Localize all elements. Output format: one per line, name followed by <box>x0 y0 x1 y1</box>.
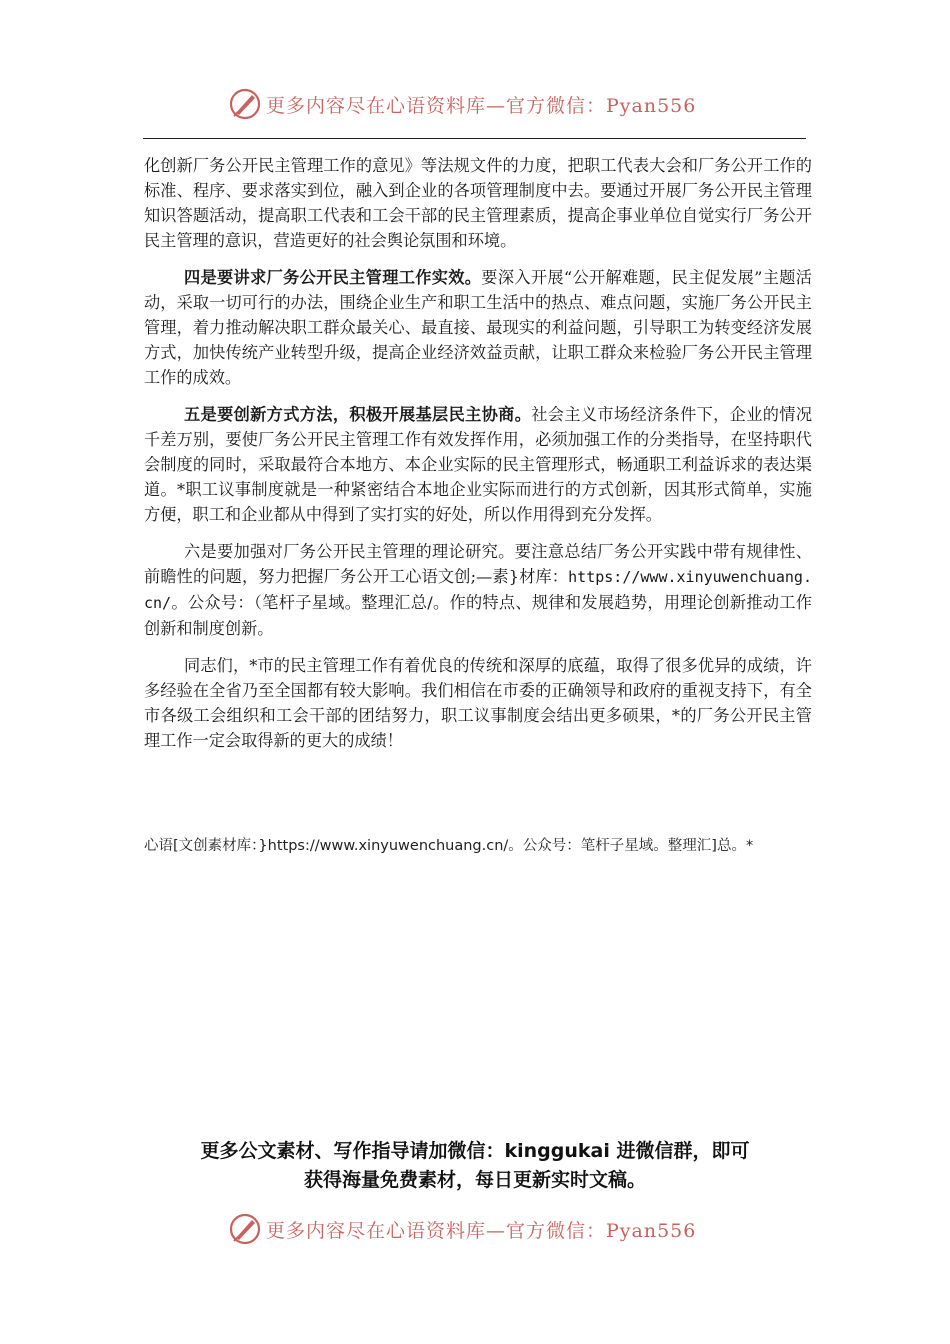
paragraph-1 <box>144 153 812 253</box>
quill-logo-icon <box>228 87 262 121</box>
header-banner-text: 更多内容尽在心语资料库—官方微信：Pyan556 <box>266 94 697 117</box>
header-banner <box>228 84 696 124</box>
promo-line-1: 更多公文素材、写作指导请加微信：kinggukai 进微信群，即可 <box>200 1140 750 1162</box>
paragraph-4 <box>144 539 812 641</box>
paragraph-4-text-before: 六是要加强对厂务公开民主管理的理论研究。要注意总结厂务公开实践中带有规律性、前瞻性的问题，努力把握厂务公开工心语文创;—素}材库： <box>144 542 812 586</box>
footer-banner-text: 更多内容尽在心语资料库—官方微信：Pyan556 <box>266 1219 697 1242</box>
source-note: 心语[文创素材库：}https://www.xinyuwenchuang.cn/。公众号：笔杆子星域。整理汇]总。* <box>144 838 754 854</box>
promo-line-2: 获得海量免费素材，每日更新实时文稿。 <box>303 1169 646 1191</box>
paragraph-3-text: 社会主义市场经济条件下，企业的情况千差万别，要使厂务公开民主管理工作有效发挥作用，必须加强工作的分类指导，在坚持职代会制度的同时，采取最符合本地方、本企业实际的民主管理形式，畅通职工利益诉求的表达渠道。*职工议事制度就是一种紧密结合本地企业实际而进行的方式创新，因其形式简单，实施方便，职工和企业都从中得到了实打实的好处，所以作用得到充分发挥。 <box>144 405 813 524</box>
paragraph-5 <box>144 653 812 753</box>
footer-banner <box>228 1209 696 1249</box>
paragraph-5-text: 同志们，*市的民主管理工作有着优良的传统和深厚的底蕴，取得了很多优异的成绩，许多经验在全省乃至全国都有较大影响。我们相信在市委的正确领导和政府的重视支持下，有全市各级工会组织和工会干部的团结努力，职工议事制度会结出更多硕果，*的厂务公开民主管理工作一定会取得新的更大的成绩！ <box>144 656 812 750</box>
paragraph-3 <box>144 402 812 527</box>
paragraph-2-text: 要深入开展“公开解难题，民主促发展”主题活动，采取一切可行的办法，围绕企业生产和职工生活中的热点、难点问题，实施厂务公开民主管理，着力推动解决职工群众最关心、最直接、最现实的利益问题，引导职工为转变经济发展方式，加快传统产业转型升级，提高企业经济效益贡献，让职工群众来检验厂务公开民主管理工作的成效。 <box>144 268 812 387</box>
paragraph-4-url: https://www.xinyuwenchuang.cn/ <box>144 568 812 612</box>
paragraph-4-text-after: 。公众号：（笔杆子星域。整理汇总/。作的特点、规律和发展趋势，用理论创新推动工作创新和制度创新。 <box>144 593 812 638</box>
document-body <box>144 153 812 765</box>
paragraph-2-lead: 四是要讲求厂务公开民主管理工作实效。 <box>184 268 482 287</box>
paragraph-3-lead: 五是要创新方式方法，积极开展基层民主协商。 <box>184 405 532 424</box>
quill-logo-icon <box>228 1212 262 1246</box>
paragraph-2 <box>144 265 812 390</box>
header-divider <box>143 138 806 139</box>
promo-block <box>0 1137 950 1195</box>
paragraph-1-text: 化创新厂务公开民主管理工作的意见》等法规文件的力度，把职工代表大会和厂务公开工作的标准、程序、要求落实到位，融入到企业的各项管理制度中去。要通过开展厂务公开民主管理知识答题活动，提高职工代表和工会干部的民主管理素质，提高企事业单位自觉实行厂务公开民主管理的意识，营造更好的社会舆论氛围和环境。 <box>144 156 812 250</box>
